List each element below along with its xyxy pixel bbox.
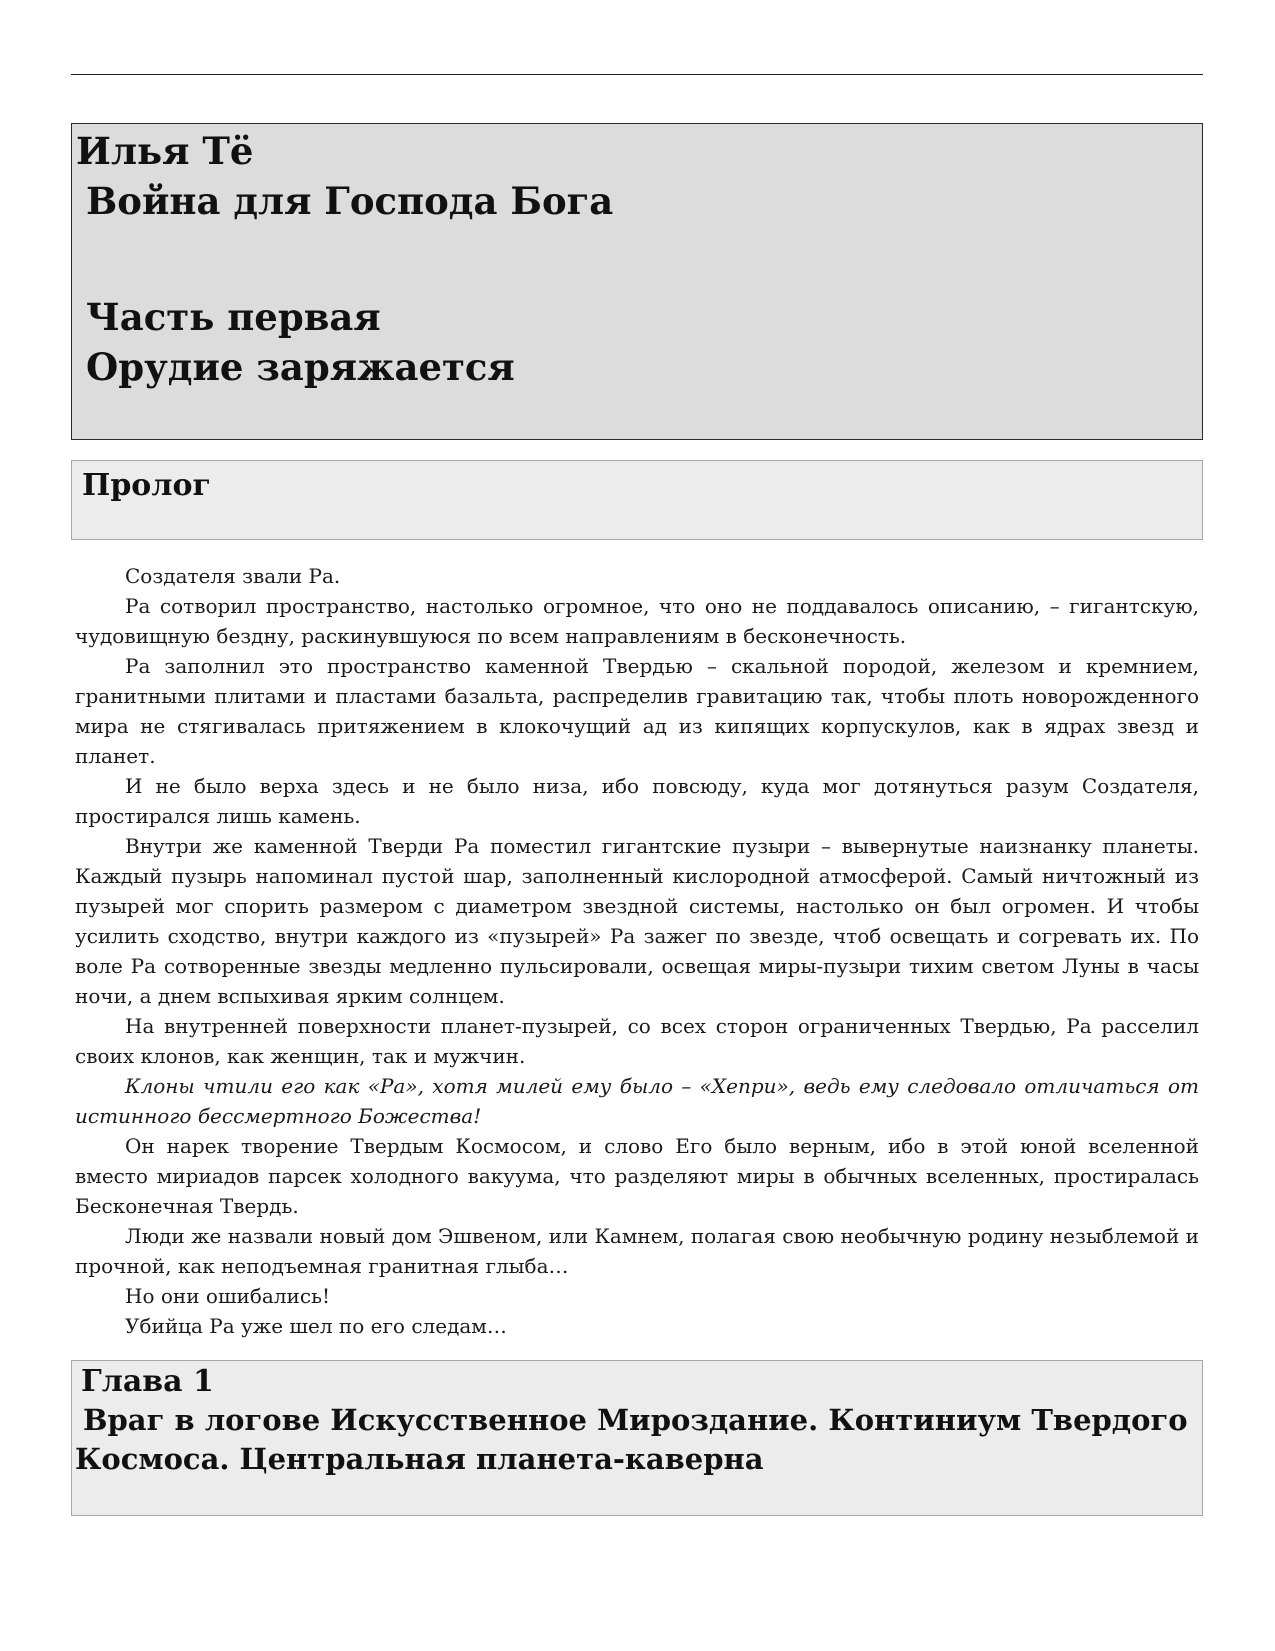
book-title: Война для Господа Бога bbox=[86, 179, 614, 223]
part-title: Орудие заряжается bbox=[86, 345, 515, 389]
paragraph: На внутренней поверхности планет-пузырей, со всех сторон ограниченных Твердью, Ра расселил своих клонов, как женщин, так и мужчин. bbox=[75, 1014, 1199, 1068]
paragraph-italic: Клоны чтили его как «Ра», хотя милей ему было – «Хепри», ведь ему следовало отличаться от истинного бессмертного Божества! bbox=[75, 1074, 1199, 1128]
chapter-title bbox=[75, 1401, 1199, 1479]
paragraph: Люди же назвали новый дом Эшвеном, или Камнем, полагая свою необычную родину незыблемой и прочной, как неподъемная гранитная глыба… bbox=[75, 1224, 1199, 1278]
paragraph: Создателя звали Ра. bbox=[125, 564, 341, 588]
prolog-body bbox=[75, 561, 1199, 1341]
chapter-title-line-1: Враг в логове Искусственное Мироздание. Континиум Твердого bbox=[83, 1403, 1188, 1437]
chapter-block bbox=[71, 1360, 1203, 1516]
paragraph: Внутри же каменной Тверди Ра поместил гигантские пузыри – вывернутые наизнанку планеты. Каждый пузырь напоминал пустой шар, заполненный кислородной атмосферой. Самый ничтожный из пузырей мог спорить размером с диаметром звездной системы, настолько он был огромен. И чтобы усилить сходство, внутри каждого из «пузырей» Ра зажег по звезде, чтоб освещать и согревать их. По воле Ра сотворенные звезды медленно пульсировали, освещая миры-пузыри тихим светом Луны в часы ночи, а днем вспыхивая ярким солнцем. bbox=[75, 834, 1199, 1008]
prolog-heading: Пролог bbox=[82, 468, 211, 503]
author-name: Илья Тё bbox=[76, 129, 254, 173]
paragraph: Но они ошибались! bbox=[125, 1284, 330, 1308]
title-block bbox=[71, 123, 1203, 440]
paragraph: Ра заполнил это пространство каменной Твердью – скальной породой, железом и кремнием, гранитными плитами и пластами базальта, распределив гравитацию так, чтобы плоть новорожденного мира не стягивалась притяжением в клокочущий ад из кипящих корпускулов, как в ядрах звезд и планет. bbox=[75, 654, 1199, 768]
chapter-title-line-2: Космоса. Центральная планета-каверна bbox=[75, 1442, 764, 1476]
paragraph: Он нарек творение Твердым Космосом, и слово Его было верным, ибо в этой юной вселенной вместо мириадов парсек холодного вакуума, что разделяют миры в обычных вселенных, простиралась Бесконечная Твердь. bbox=[75, 1134, 1199, 1218]
part-label: Часть первая bbox=[86, 295, 381, 339]
paragraph: И не было верха здесь и не было низа, ибо повсюду, куда мог дотянуться разум Создателя, простирался лишь камень. bbox=[75, 774, 1199, 828]
paragraph: Убийца Ра уже шел по его следам… bbox=[125, 1314, 507, 1338]
chapter-number: Глава 1 bbox=[81, 1364, 214, 1399]
header-rule bbox=[71, 74, 1203, 75]
paragraph: Ра сотворил пространство, настолько огромное, что оно не поддавалось описанию, – гигантскую, чудовищную бездну, раскинувшуюся по всем направлениям в бесконечность. bbox=[75, 594, 1199, 648]
prolog-block bbox=[71, 460, 1203, 540]
